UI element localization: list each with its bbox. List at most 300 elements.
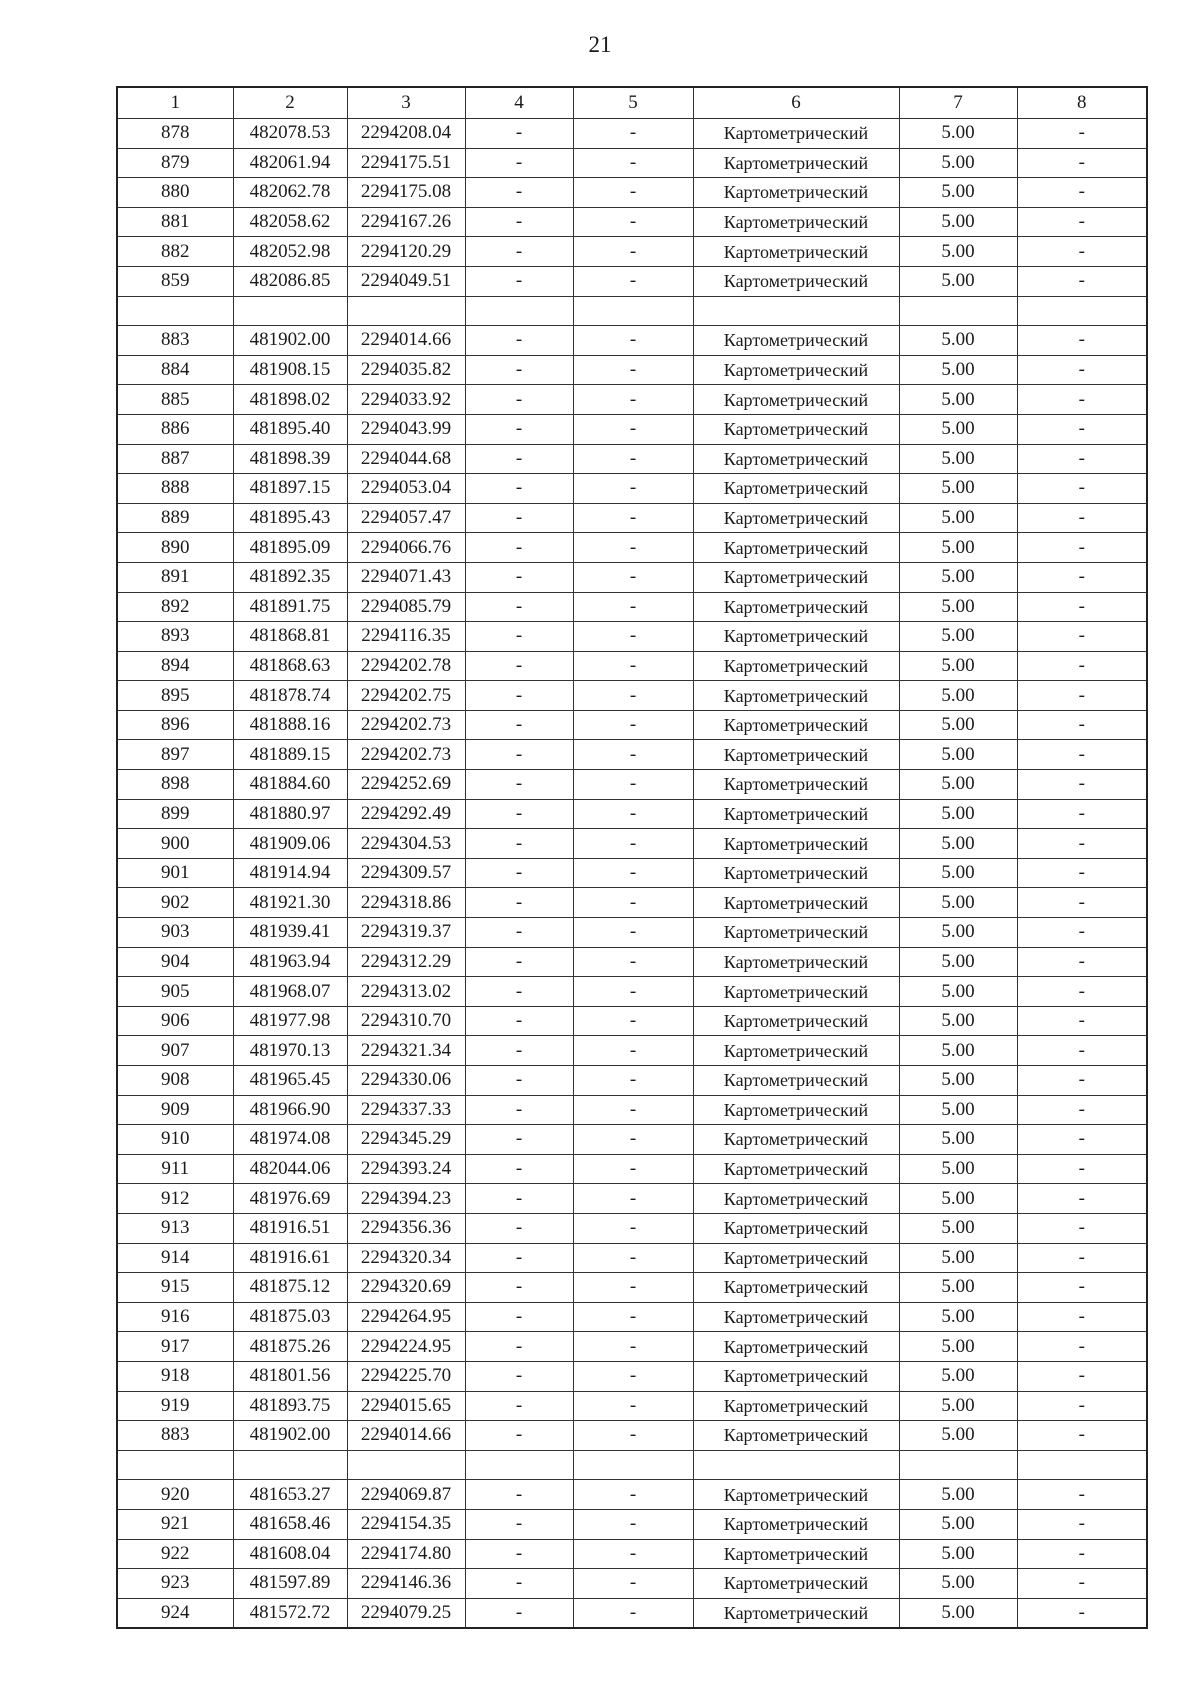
table-cell: 481970.13 [233, 1036, 347, 1066]
table-cell: 481658.46 [233, 1509, 347, 1539]
table-cell: 906 [117, 1006, 233, 1036]
table-row [117, 1243, 1147, 1273]
table-cell: 5.00 [899, 414, 1017, 444]
table-cell: Картометрический [693, 1391, 899, 1421]
table-cell: 5.00 [899, 1125, 1017, 1155]
table-cell: Картометрический [693, 858, 899, 888]
table-cell: 922 [117, 1539, 233, 1569]
table-cell: Картометрический [693, 1154, 899, 1184]
table-row [117, 385, 1147, 415]
table-cell: 5.00 [899, 266, 1017, 296]
table-cell: - [1017, 1243, 1147, 1273]
table-cell: 2294330.06 [347, 1066, 465, 1096]
table-cell: 913 [117, 1213, 233, 1243]
table-cell: - [1017, 622, 1147, 652]
table-cell: 2294292.49 [347, 799, 465, 829]
table-cell: 2294202.78 [347, 651, 465, 681]
table-cell: 482052.98 [233, 237, 347, 267]
table-cell: 5.00 [899, 474, 1017, 504]
table-cell: - [465, 119, 573, 149]
table-cell: 481875.03 [233, 1302, 347, 1332]
table-cell: 2294174.80 [347, 1539, 465, 1569]
table-cell: 5.00 [899, 1509, 1017, 1539]
table-cell: - [573, 503, 693, 533]
table-cell: - [573, 474, 693, 504]
table-cell: 909 [117, 1095, 233, 1125]
table-cell: 5.00 [899, 533, 1017, 563]
table-row [117, 1066, 1147, 1096]
table-cell: 886 [117, 414, 233, 444]
table-cell: 2294049.51 [347, 266, 465, 296]
table-cell: 898 [117, 770, 233, 800]
table-cell: 2294356.36 [347, 1213, 465, 1243]
table-cell: Картометрический [693, 326, 899, 356]
table-cell: 878 [117, 119, 233, 149]
table-cell: - [573, 799, 693, 829]
table-cell: - [573, 947, 693, 977]
table-cell: - [465, 562, 573, 592]
table-cell: - [1017, 1006, 1147, 1036]
table-cell: 5.00 [899, 918, 1017, 948]
table-cell: 481895.09 [233, 533, 347, 563]
table-cell: - [573, 622, 693, 652]
table-cell: - [1017, 740, 1147, 770]
table-cell: 481801.56 [233, 1361, 347, 1391]
table-cell: 2294044.68 [347, 444, 465, 474]
table-row [117, 1184, 1147, 1214]
table-cell: 481893.75 [233, 1391, 347, 1421]
table-cell: - [465, 1569, 573, 1599]
table-row [117, 622, 1147, 652]
table-cell: 481965.45 [233, 1066, 347, 1096]
table-row [117, 148, 1147, 178]
table-cell: 5.00 [899, 1361, 1017, 1391]
table-row [117, 977, 1147, 1007]
table-cell: Картометрический [693, 1569, 899, 1599]
table-cell: - [573, 207, 693, 237]
table-cell: - [1017, 326, 1147, 356]
table-cell: Картометрический [693, 119, 899, 149]
table-cell: 915 [117, 1273, 233, 1303]
table-cell: Картометрический [693, 829, 899, 859]
table-cell: - [1017, 1273, 1147, 1303]
table-cell: 481902.00 [233, 326, 347, 356]
table-cell: 481939.41 [233, 918, 347, 948]
table-cell: Картометрический [693, 207, 899, 237]
table-row [117, 1569, 1147, 1599]
table-cell: - [465, 1125, 573, 1155]
table-cell: - [573, 237, 693, 267]
table-cell: 896 [117, 710, 233, 740]
table-cell: 481597.89 [233, 1569, 347, 1599]
table-cell: - [465, 444, 573, 474]
table-cell: - [465, 533, 573, 563]
table-cell: 2294202.75 [347, 681, 465, 711]
table-cell: 2294033.92 [347, 385, 465, 415]
table-cell: 5.00 [899, 1273, 1017, 1303]
table-row [117, 1332, 1147, 1362]
table-cell: - [1017, 1509, 1147, 1539]
table-cell: - [1017, 710, 1147, 740]
table-cell: Картометрический [693, 1213, 899, 1243]
table-cell: Картометрический [693, 533, 899, 563]
table-cell: 5.00 [899, 148, 1017, 178]
table-cell: - [465, 355, 573, 385]
table-row [117, 178, 1147, 208]
table-cell: - [465, 414, 573, 444]
table-cell [347, 296, 465, 326]
table-cell: - [573, 1154, 693, 1184]
table-cell: - [573, 710, 693, 740]
table-cell: Картометрический [693, 592, 899, 622]
table-cell: 5.00 [899, 207, 1017, 237]
table-cell: 5.00 [899, 1036, 1017, 1066]
table-cell: 5.00 [899, 237, 1017, 267]
table-cell: 482058.62 [233, 207, 347, 237]
table-cell: Картометрический [693, 355, 899, 385]
table-cell: - [465, 474, 573, 504]
table-cell [899, 1450, 1017, 1480]
table-cell: 481909.06 [233, 829, 347, 859]
table-cell: 905 [117, 977, 233, 1007]
table-row [117, 1421, 1147, 1451]
table-cell: 5.00 [899, 326, 1017, 356]
table-cell: - [1017, 1066, 1147, 1096]
table-cell [347, 1450, 465, 1480]
table-row [117, 1036, 1147, 1066]
table-cell: 5.00 [899, 1480, 1017, 1510]
table-row [117, 1598, 1147, 1628]
table-cell: 2294014.66 [347, 326, 465, 356]
table-cell: 885 [117, 385, 233, 415]
table-cell: - [465, 207, 573, 237]
table-cell: 904 [117, 947, 233, 977]
table-cell: 910 [117, 1125, 233, 1155]
table-cell: - [573, 1361, 693, 1391]
table-cell: - [1017, 562, 1147, 592]
table-body [117, 87, 1147, 1628]
table-cell: - [573, 1184, 693, 1214]
table-cell: - [573, 1273, 693, 1303]
table-row [117, 503, 1147, 533]
table-cell: 5.00 [899, 947, 1017, 977]
table-cell: 5.00 [899, 503, 1017, 533]
table-cell: - [1017, 1213, 1147, 1243]
table-cell: - [573, 444, 693, 474]
table-cell [693, 1450, 899, 1480]
table-cell: - [465, 1184, 573, 1214]
table-cell: - [1017, 1125, 1147, 1155]
table-cell: 897 [117, 740, 233, 770]
table-row [117, 207, 1147, 237]
table-row [117, 474, 1147, 504]
table-row [117, 918, 1147, 948]
table-cell: - [1017, 1095, 1147, 1125]
table-cell: 481963.94 [233, 947, 347, 977]
table-cell: Картометрический [693, 740, 899, 770]
table-cell: - [465, 1302, 573, 1332]
table-cell: - [1017, 1332, 1147, 1362]
table-cell: - [465, 1006, 573, 1036]
table-row [117, 119, 1147, 149]
table-row [117, 592, 1147, 622]
table-row [117, 237, 1147, 267]
table-cell: 900 [117, 829, 233, 859]
table-cell: Картометрический [693, 1243, 899, 1273]
table-cell: 887 [117, 444, 233, 474]
table-cell: Картометрический [693, 474, 899, 504]
table-cell: 2294312.29 [347, 947, 465, 977]
table-cell: - [573, 918, 693, 948]
column-header: 5 [573, 87, 693, 119]
table-cell: 481891.75 [233, 592, 347, 622]
table-row [117, 414, 1147, 444]
table-cell: - [573, 1125, 693, 1155]
table-cell: - [465, 977, 573, 1007]
table-row [117, 1539, 1147, 1569]
table-cell: - [465, 858, 573, 888]
table-cell: - [573, 1066, 693, 1096]
table-cell: 5.00 [899, 1421, 1017, 1451]
table-cell: Картометрический [693, 414, 899, 444]
table-cell: 912 [117, 1184, 233, 1214]
table-cell: Картометрический [693, 562, 899, 592]
table-row [117, 888, 1147, 918]
table-cell: 481968.07 [233, 977, 347, 1007]
table-cell: 5.00 [899, 888, 1017, 918]
table-cell: 5.00 [899, 829, 1017, 859]
table-cell: - [1017, 414, 1147, 444]
table-cell: 889 [117, 503, 233, 533]
table-cell: 882 [117, 237, 233, 267]
table-row [117, 1095, 1147, 1125]
table-cell: 5.00 [899, 1569, 1017, 1599]
table-cell: 2294225.70 [347, 1361, 465, 1391]
table-cell: 916 [117, 1302, 233, 1332]
table-cell: - [573, 178, 693, 208]
table-cell: - [1017, 207, 1147, 237]
table-cell: 482062.78 [233, 178, 347, 208]
table-cell: Картометрический [693, 681, 899, 711]
table-cell: 2294224.95 [347, 1332, 465, 1362]
table-cell: - [1017, 681, 1147, 711]
table-cell: 2294393.24 [347, 1154, 465, 1184]
table-cell: 924 [117, 1598, 233, 1628]
page-number: 21 [588, 32, 612, 57]
table-cell: - [465, 947, 573, 977]
table-cell: 2294208.04 [347, 119, 465, 149]
table-cell: - [1017, 592, 1147, 622]
table-cell: - [573, 562, 693, 592]
table-cell: 2294202.73 [347, 710, 465, 740]
table-cell: - [465, 385, 573, 415]
table-cell: - [1017, 1539, 1147, 1569]
table-cell [233, 1450, 347, 1480]
table-cell: - [573, 1036, 693, 1066]
table-row [117, 1480, 1147, 1510]
table-cell: 884 [117, 355, 233, 385]
column-header: 1 [117, 87, 233, 119]
table-cell: Картометрический [693, 1332, 899, 1362]
table-cell: 902 [117, 888, 233, 918]
table-cell: 481902.00 [233, 1421, 347, 1451]
table-cell: 2294175.08 [347, 178, 465, 208]
table-cell: Картометрический [693, 1361, 899, 1391]
table-row [117, 355, 1147, 385]
table-cell: 481916.61 [233, 1243, 347, 1273]
table-cell: - [465, 326, 573, 356]
table-cell: 481653.27 [233, 1480, 347, 1510]
column-header: 6 [693, 87, 899, 119]
table-cell: 5.00 [899, 1184, 1017, 1214]
table-cell: - [573, 119, 693, 149]
table-cell: 908 [117, 1066, 233, 1096]
table-cell: - [573, 829, 693, 859]
table-cell: - [573, 355, 693, 385]
table-cell: 879 [117, 148, 233, 178]
table-cell: - [573, 326, 693, 356]
table-row [117, 1361, 1147, 1391]
table-cell: Картометрический [693, 444, 899, 474]
table-cell: Картометрический [693, 622, 899, 652]
table-cell: 5.00 [899, 1006, 1017, 1036]
table-cell: - [573, 533, 693, 563]
table-cell: - [1017, 1569, 1147, 1599]
table-cell: - [573, 1421, 693, 1451]
table-cell: - [573, 414, 693, 444]
table-cell: - [465, 888, 573, 918]
table-cell: - [573, 740, 693, 770]
table-cell: - [465, 799, 573, 829]
column-header: 4 [465, 87, 573, 119]
table-cell: - [573, 888, 693, 918]
table-cell: 481966.90 [233, 1095, 347, 1125]
table-cell: 2294345.29 [347, 1125, 465, 1155]
table-cell: 5.00 [899, 444, 1017, 474]
table-cell [465, 296, 573, 326]
table-cell: Картометрический [693, 266, 899, 296]
table-cell: 859 [117, 266, 233, 296]
table-cell: 2294319.37 [347, 918, 465, 948]
table-cell: 2294146.36 [347, 1569, 465, 1599]
table-cell: 901 [117, 858, 233, 888]
table-cell: 2294015.65 [347, 1391, 465, 1421]
table-cell: - [1017, 444, 1147, 474]
table-cell: Картометрический [693, 1598, 899, 1628]
table-cell: 911 [117, 1154, 233, 1184]
table-cell: 2294318.86 [347, 888, 465, 918]
table-cell: 481888.16 [233, 710, 347, 740]
table-cell: 481875.12 [233, 1273, 347, 1303]
table-row [117, 947, 1147, 977]
table-cell: 2294014.66 [347, 1421, 465, 1451]
table-cell: - [573, 1569, 693, 1599]
coordinates-table [116, 86, 1148, 1629]
table-cell: 5.00 [899, 770, 1017, 800]
table-cell: - [465, 681, 573, 711]
table-cell: - [573, 681, 693, 711]
table-cell: 5.00 [899, 1598, 1017, 1628]
table-cell: - [1017, 1598, 1147, 1628]
table-cell: 883 [117, 1421, 233, 1451]
table-cell: - [573, 385, 693, 415]
table-cell: 2294071.43 [347, 562, 465, 592]
table-cell: 2294035.82 [347, 355, 465, 385]
table-cell: - [465, 622, 573, 652]
table-cell: 481868.63 [233, 651, 347, 681]
table-cell: - [573, 977, 693, 1007]
table-cell: - [573, 1480, 693, 1510]
table-cell: - [1017, 266, 1147, 296]
table-cell: - [465, 237, 573, 267]
table-cell: - [465, 1361, 573, 1391]
table-cell [573, 1450, 693, 1480]
table-cell: - [573, 1391, 693, 1421]
table-cell: - [1017, 651, 1147, 681]
table-cell: Картометрический [693, 1421, 899, 1451]
table-cell: 5.00 [899, 562, 1017, 592]
table-cell [899, 296, 1017, 326]
table-cell: 2294116.35 [347, 622, 465, 652]
table-cell: 5.00 [899, 1243, 1017, 1273]
table-cell: 481976.69 [233, 1184, 347, 1214]
table-cell: 2294321.34 [347, 1036, 465, 1066]
table-header-row [117, 87, 1147, 119]
table-cell: 891 [117, 562, 233, 592]
table-cell: 907 [117, 1036, 233, 1066]
table-cell: 481880.97 [233, 799, 347, 829]
table-cell: - [1017, 178, 1147, 208]
table-cell: Картометрический [693, 918, 899, 948]
table-cell: 5.00 [899, 1095, 1017, 1125]
table-row [117, 266, 1147, 296]
table-cell: Картометрический [693, 385, 899, 415]
table-row [117, 1391, 1147, 1421]
table-cell: Картометрический [693, 148, 899, 178]
table-cell: 481921.30 [233, 888, 347, 918]
table-cell: Картометрический [693, 1125, 899, 1155]
table-cell: 2294264.95 [347, 1302, 465, 1332]
table-cell: 2294079.25 [347, 1598, 465, 1628]
table-cell: - [1017, 503, 1147, 533]
table-cell: Картометрический [693, 977, 899, 1007]
table-cell: Картометрический [693, 770, 899, 800]
table-cell: - [1017, 237, 1147, 267]
table-cell: - [1017, 533, 1147, 563]
table-cell: 5.00 [899, 1332, 1017, 1362]
table-cell: - [1017, 148, 1147, 178]
table-cell: Картометрический [693, 1184, 899, 1214]
table-cell: - [465, 1154, 573, 1184]
table-cell: 5.00 [899, 385, 1017, 415]
table-cell: - [1017, 918, 1147, 948]
table-cell: - [1017, 1302, 1147, 1332]
table-cell: 481898.02 [233, 385, 347, 415]
table-cell: 2294043.99 [347, 414, 465, 444]
table-cell [233, 296, 347, 326]
table-cell: 481608.04 [233, 1539, 347, 1569]
table-cell: Картометрический [693, 651, 899, 681]
table-cell: - [465, 1066, 573, 1096]
table-cell: 481916.51 [233, 1213, 347, 1243]
table-cell: - [465, 266, 573, 296]
table-cell: 5.00 [899, 1302, 1017, 1332]
table-cell: 5.00 [899, 651, 1017, 681]
table-cell: 5.00 [899, 740, 1017, 770]
table-row [117, 1213, 1147, 1243]
table-cell: - [1017, 947, 1147, 977]
table-row [117, 799, 1147, 829]
